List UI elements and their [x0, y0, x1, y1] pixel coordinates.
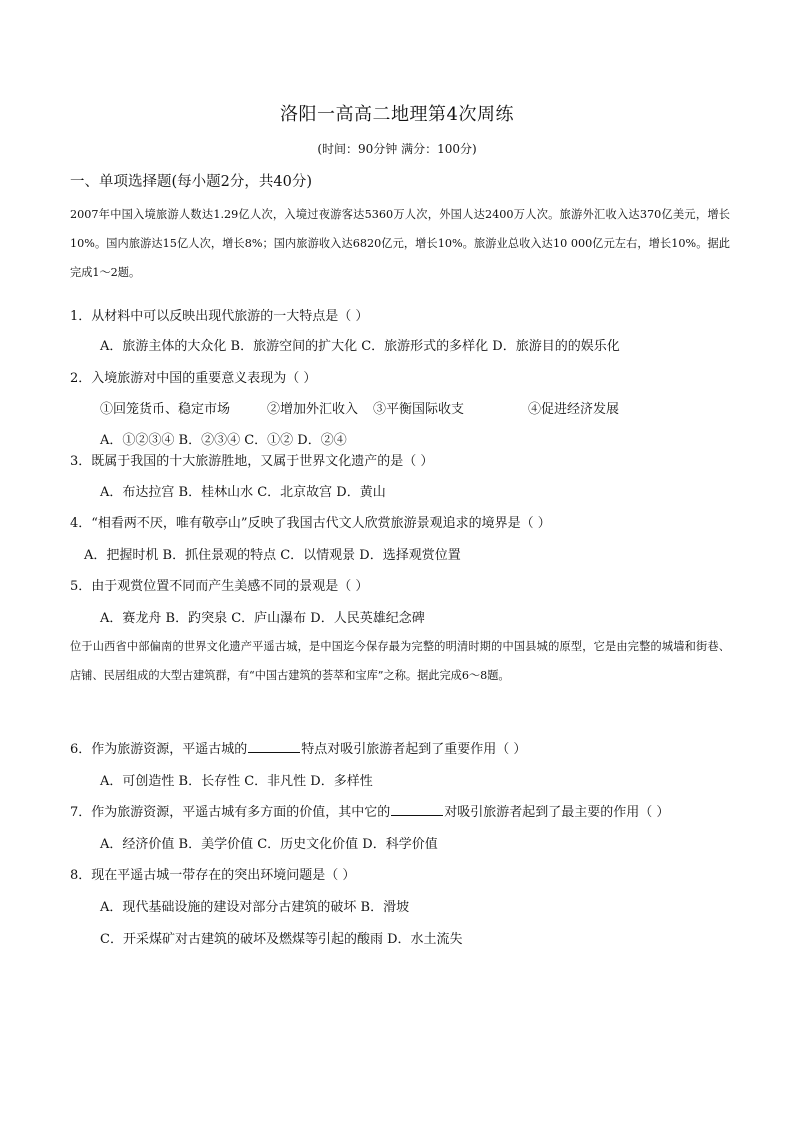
question-5-options: A．赛龙舟 B．趵突泉 C．庐山瀑布 D．人民英雄纪念碑: [100, 611, 425, 626]
question-2-item-1: ①回笼货币、稳定市场: [100, 402, 231, 417]
question-2-item-2: ②增加外汇收入: [267, 402, 359, 417]
question-7-stem: [70, 801, 669, 820]
question-8-options-line-2: C．开采煤矿对古建筑的破坏及燃煤等引起的酸雨 D．水土流失: [100, 932, 463, 947]
question-1-options: A．旅游主体的大众化 B．旅游空间的扩大化 C．旅游形式的多样化 D．旅游目的的娱乐化: [100, 339, 620, 354]
question-2-item-4: ④促进经济发展: [528, 402, 620, 417]
question-7-stem-part-1: 7．作为旅游资源，平遥古城有多方面的价值，其中它的: [70, 805, 391, 820]
question-2-stem: 2．入境旅游对中国的重要意义表现为（ ）: [70, 371, 317, 386]
section-heading: 一、单项选择题(每小题2分，共40分): [70, 174, 312, 190]
question-4-options: A．把握时机 B．抓住景观的特点 C．以情观景 D．选择观赏位置: [84, 548, 461, 563]
question-8-options-line-1: A．现代基础设施的建设对部分古建筑的破坏 B．滑坡: [100, 900, 410, 915]
page-title: 洛阳一高高二地理第4次周练: [280, 104, 514, 125]
reading-passage-1: 2007年中国入境旅游人数达1.29亿人次，入境过夜游客达5360万人次，外国人达2400万人次。旅游外汇收入达370亿美元，增长10%。国内旅游达15亿人次，增长8%；国内旅游收入达6820亿元，增长10%。旅游业总收入达10 000亿元左右，增长10%。据此完成1～2题。: [70, 208, 730, 279]
question-6-stem: [70, 738, 526, 757]
question-8-stem: 8．现在平遥古城一带存在的突出环境问题是（ ）: [70, 868, 356, 883]
question-3-stem: 3．既属于我国的十大旅游胜地，又属于世界文化遗产的是（ ）: [70, 454, 434, 469]
answer-blank: [248, 741, 300, 753]
question-2-options: A．①②③④ B．②③④ C．①② D．②④: [100, 433, 347, 448]
reading-passage-2: 位于山西省中部偏南的世界文化遗产平遥古城，是中国迄今保存最为完整的明清时期的中国县城的原型，它是由完整的城墙和街巷、店铺、民居组成的大型古建筑群，有“中国古建筑的荟萃和宝库”之称。据此完成6～8题。: [70, 640, 730, 682]
question-6-options: A．可创造性 B．长存性 C．非凡性 D．多样性: [100, 774, 373, 789]
answer-blank: [391, 804, 443, 816]
question-1-stem: 1．从材料中可以反映出现代旅游的一大特点是（ ）: [70, 309, 369, 324]
question-6-stem-part-2: 特点对吸引旅游者起到了重要作用（ ）: [301, 742, 527, 757]
question-7-stem-part-2: 对吸引旅游者起到了最主要的作用（ ）: [444, 805, 670, 820]
question-5-stem: 5．由于观赏位置不同而产生美感不同的景观是（ ）: [70, 579, 369, 594]
question-2-item-3: ③平衡国际收支: [373, 402, 465, 417]
question-6-stem-part-1: 6．作为旅游资源，平遥古城的: [70, 742, 248, 757]
question-4-stem: 4．“相看两不厌，唯有敬亭山”反映了我国古代文人欣赏旅游景观追求的境界是（ ）: [70, 516, 551, 531]
exam-info: (时间：90分钟 满分：100分): [317, 142, 477, 156]
question-7-options: A．经济价值 B．美学价值 C．历史文化价值 D．科学价值: [100, 837, 438, 852]
question-3-options: A．布达拉宫 B．桂林山水 C．北京故宫 D．黄山: [100, 485, 386, 500]
